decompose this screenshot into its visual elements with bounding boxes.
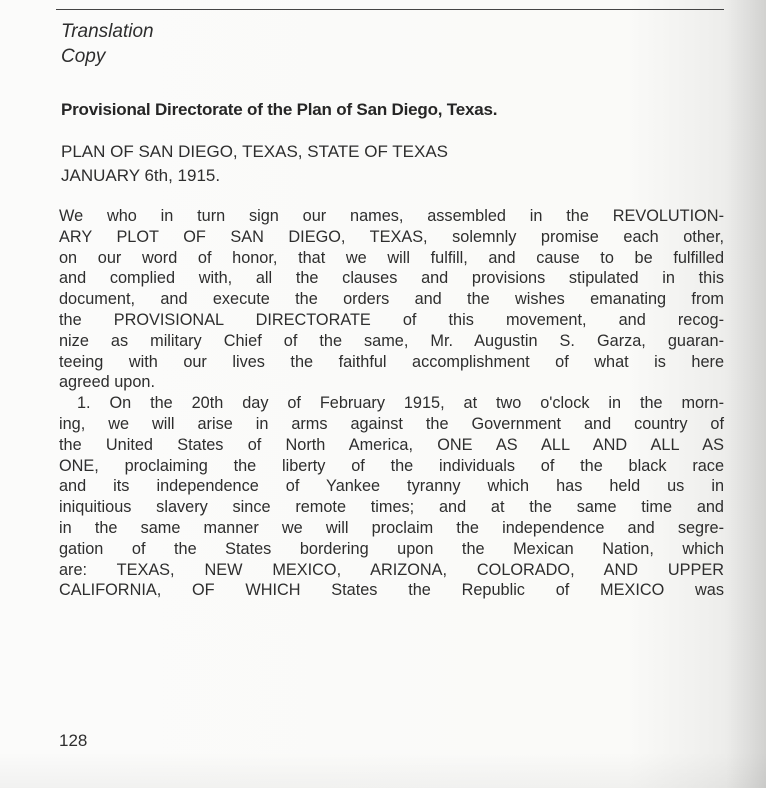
plan-title	[61, 140, 448, 188]
body-line: CALIFORNIA, OF WHICH States the Republic of MEXICO was	[59, 581, 724, 600]
body-line: agreed upon.	[59, 373, 155, 392]
body-line: 1. On the 20th day of February 1915, at two o'clock in the morn-	[77, 394, 724, 413]
body-line: ing, we will arise in arms against the Government and country of	[59, 414, 724, 433]
body-line: We who in turn sign our names, assembled in the REVOLUTION-	[59, 207, 724, 225]
body-line: ARY PLOT OF SAN DIEGO, TEXAS, solemnly promise each other,	[59, 227, 724, 246]
body-line: teeing with our lives the faithful accomplishment of what is here	[59, 352, 724, 371]
copy-label: Copy	[61, 46, 106, 67]
body-line: are: TEXAS, NEW MEXICO, ARIZONA, COLORADO, AND UPPER	[59, 560, 724, 579]
translation-header	[61, 19, 154, 69]
body-text	[59, 206, 724, 601]
translation-label: Translation	[61, 21, 154, 42]
body-line: and its independence of Yankee tyranny which has held us in	[59, 477, 724, 496]
document-heading: Provisional Directorate of the Plan of San Diego, Texas.	[61, 100, 498, 119]
plan-date-line: JANUARY 6th, 1915.	[61, 166, 221, 185]
body-line: the PROVISIONAL DIRECTORATE of this movement, and recog-	[59, 310, 724, 329]
body-line: on our word of honor, that we will fulfill, and cause to be fulfilled	[59, 248, 724, 267]
page-bottom-shading	[0, 752, 766, 788]
body-line: ONE, proclaiming the liberty of the individuals of the black race	[59, 456, 724, 475]
body-line: the United States of North America, ONE AS ALL AND ALL AS	[59, 435, 724, 454]
top-rule	[56, 9, 724, 10]
page-number: 128	[59, 731, 88, 750]
body-line: document, and execute the orders and the wishes emanating from	[59, 290, 724, 309]
body-line: in the same manner we will proclaim the independence and segre-	[59, 518, 724, 537]
body-line: nize as military Chief of the same, Mr. Augustin S. Garza, guaran-	[59, 331, 724, 350]
plan-title-line: PLAN OF SAN DIEGO, TEXAS, STATE OF TEXAS	[61, 142, 448, 161]
page-gutter-shadow	[726, 0, 766, 788]
body-line: iniquitious slavery since remote times; and at the same time and	[59, 498, 724, 517]
body-line: gation of the States bordering upon the Mexican Nation, which	[59, 539, 724, 558]
body-line: and complied with, all the clauses and provisions stipulated in this	[59, 269, 724, 288]
